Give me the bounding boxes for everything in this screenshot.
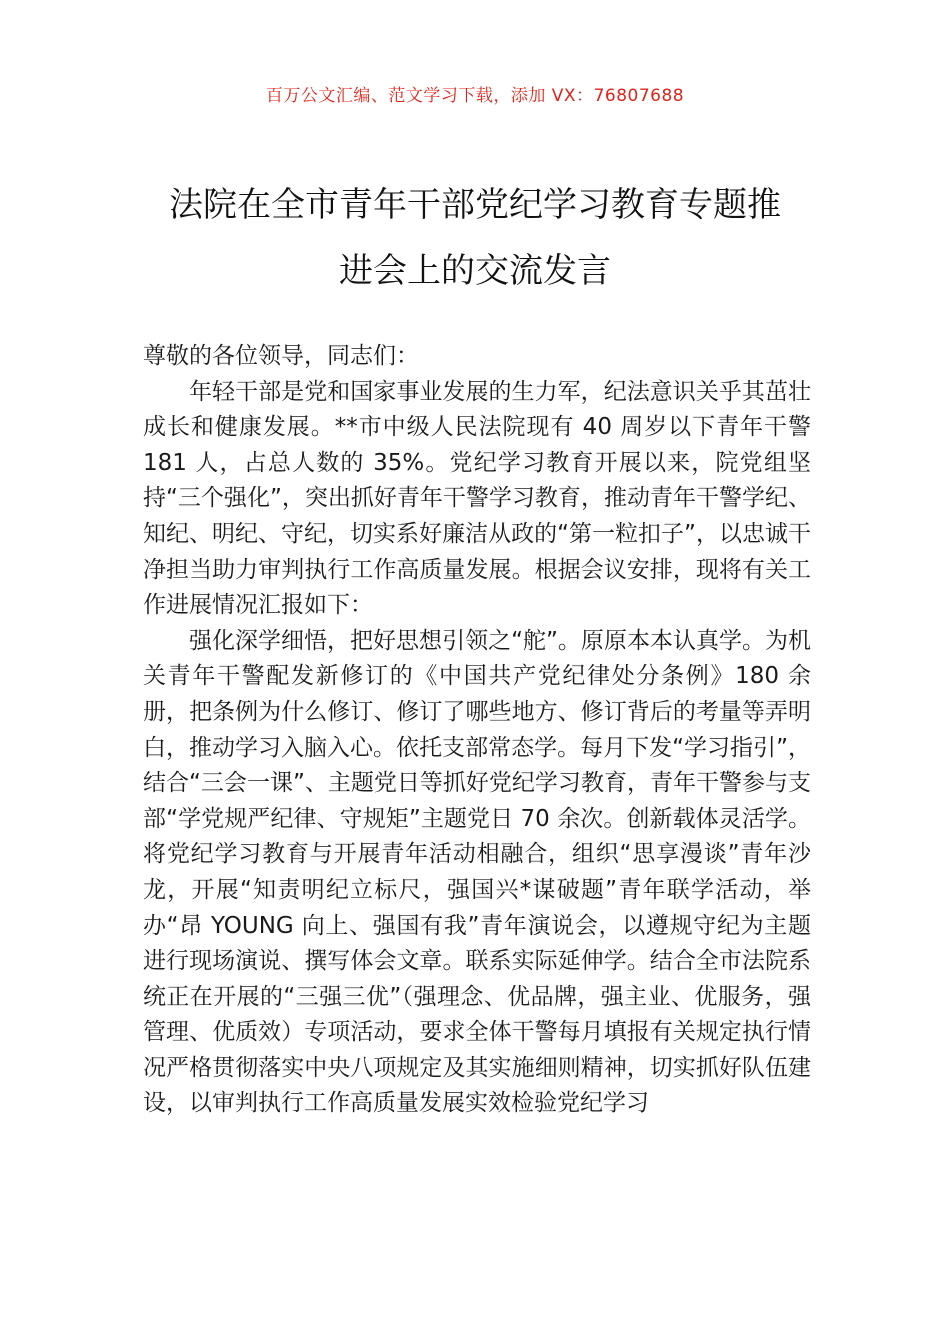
salutation: 尊敬的各位领导，同志们： [143, 343, 419, 369]
title-line-1: 法院在全市青年干部党纪学习教育专题推 [169, 185, 781, 225]
watermark-banner: 百万公文汇编、范文学习下载，添加 VX：76807688 [265, 86, 685, 106]
paragraph-intro: 年轻干部是党和国家事业发展的生力军，纪法意识关乎其茁壮成长和健康发展。**市中级人民法院现有 40 周岁以下青年干警 181 人，占总人数的 35%。党纪学习教育开展以来，院党组坚持“三个强化”，突出抓好青年干警学习教育，推动青年干警学纪、知纪、明纪、守纪，切实系好廉洁从政的“第一粒扣子”，以忠诚干净担当助力审判执行工作高质量发展。根据会议安排，现将有关工作进展情况汇报如下： [143, 378, 811, 619]
document-title [120, 172, 830, 304]
document-body [143, 339, 811, 1122]
title-line-2: 进会上的交流发言 [339, 251, 611, 291]
paragraph-study: 强化深学细悟，把好思想引领之“舵”。原原本本认真学。为机关青年干警配发新修订的《中国共产党纪律处分条例》180 余册，把条例为什么修订、修订了哪些地方、修订背后的考量等弄明白，推动学习入脑入心。依托支部常态学。每月下发“学习指引”，结合“三会一课”、主题党日等抓好党纪学习教育，青年干警参与支部“学党规严纪律、守规矩”主题党日 70 余次。创新载体灵活学。将党纪学习教育与开展青年活动相融合，组织“思享漫谈”青年沙龙，开展“知责明纪立标尺，强国兴*谋破题”青年联学活动，举办“昂 YOUNG 向上、强国有我”青年演说会，以遵规守纪为主题进行现场演说、撰写体会文章。联系实际延伸学。结合全市法院系统正在开展的“三强三优”（强理念、优品牌，强主业、优服务，强管理、优质效）专项活动，要求全体干警每月填报有关规定执行情况严格贯彻落实中央八项规定及其实施细则精神，切实抓好队伍建设，以审判执行工作高质量发展实效检验党纪学习 [143, 627, 811, 1117]
